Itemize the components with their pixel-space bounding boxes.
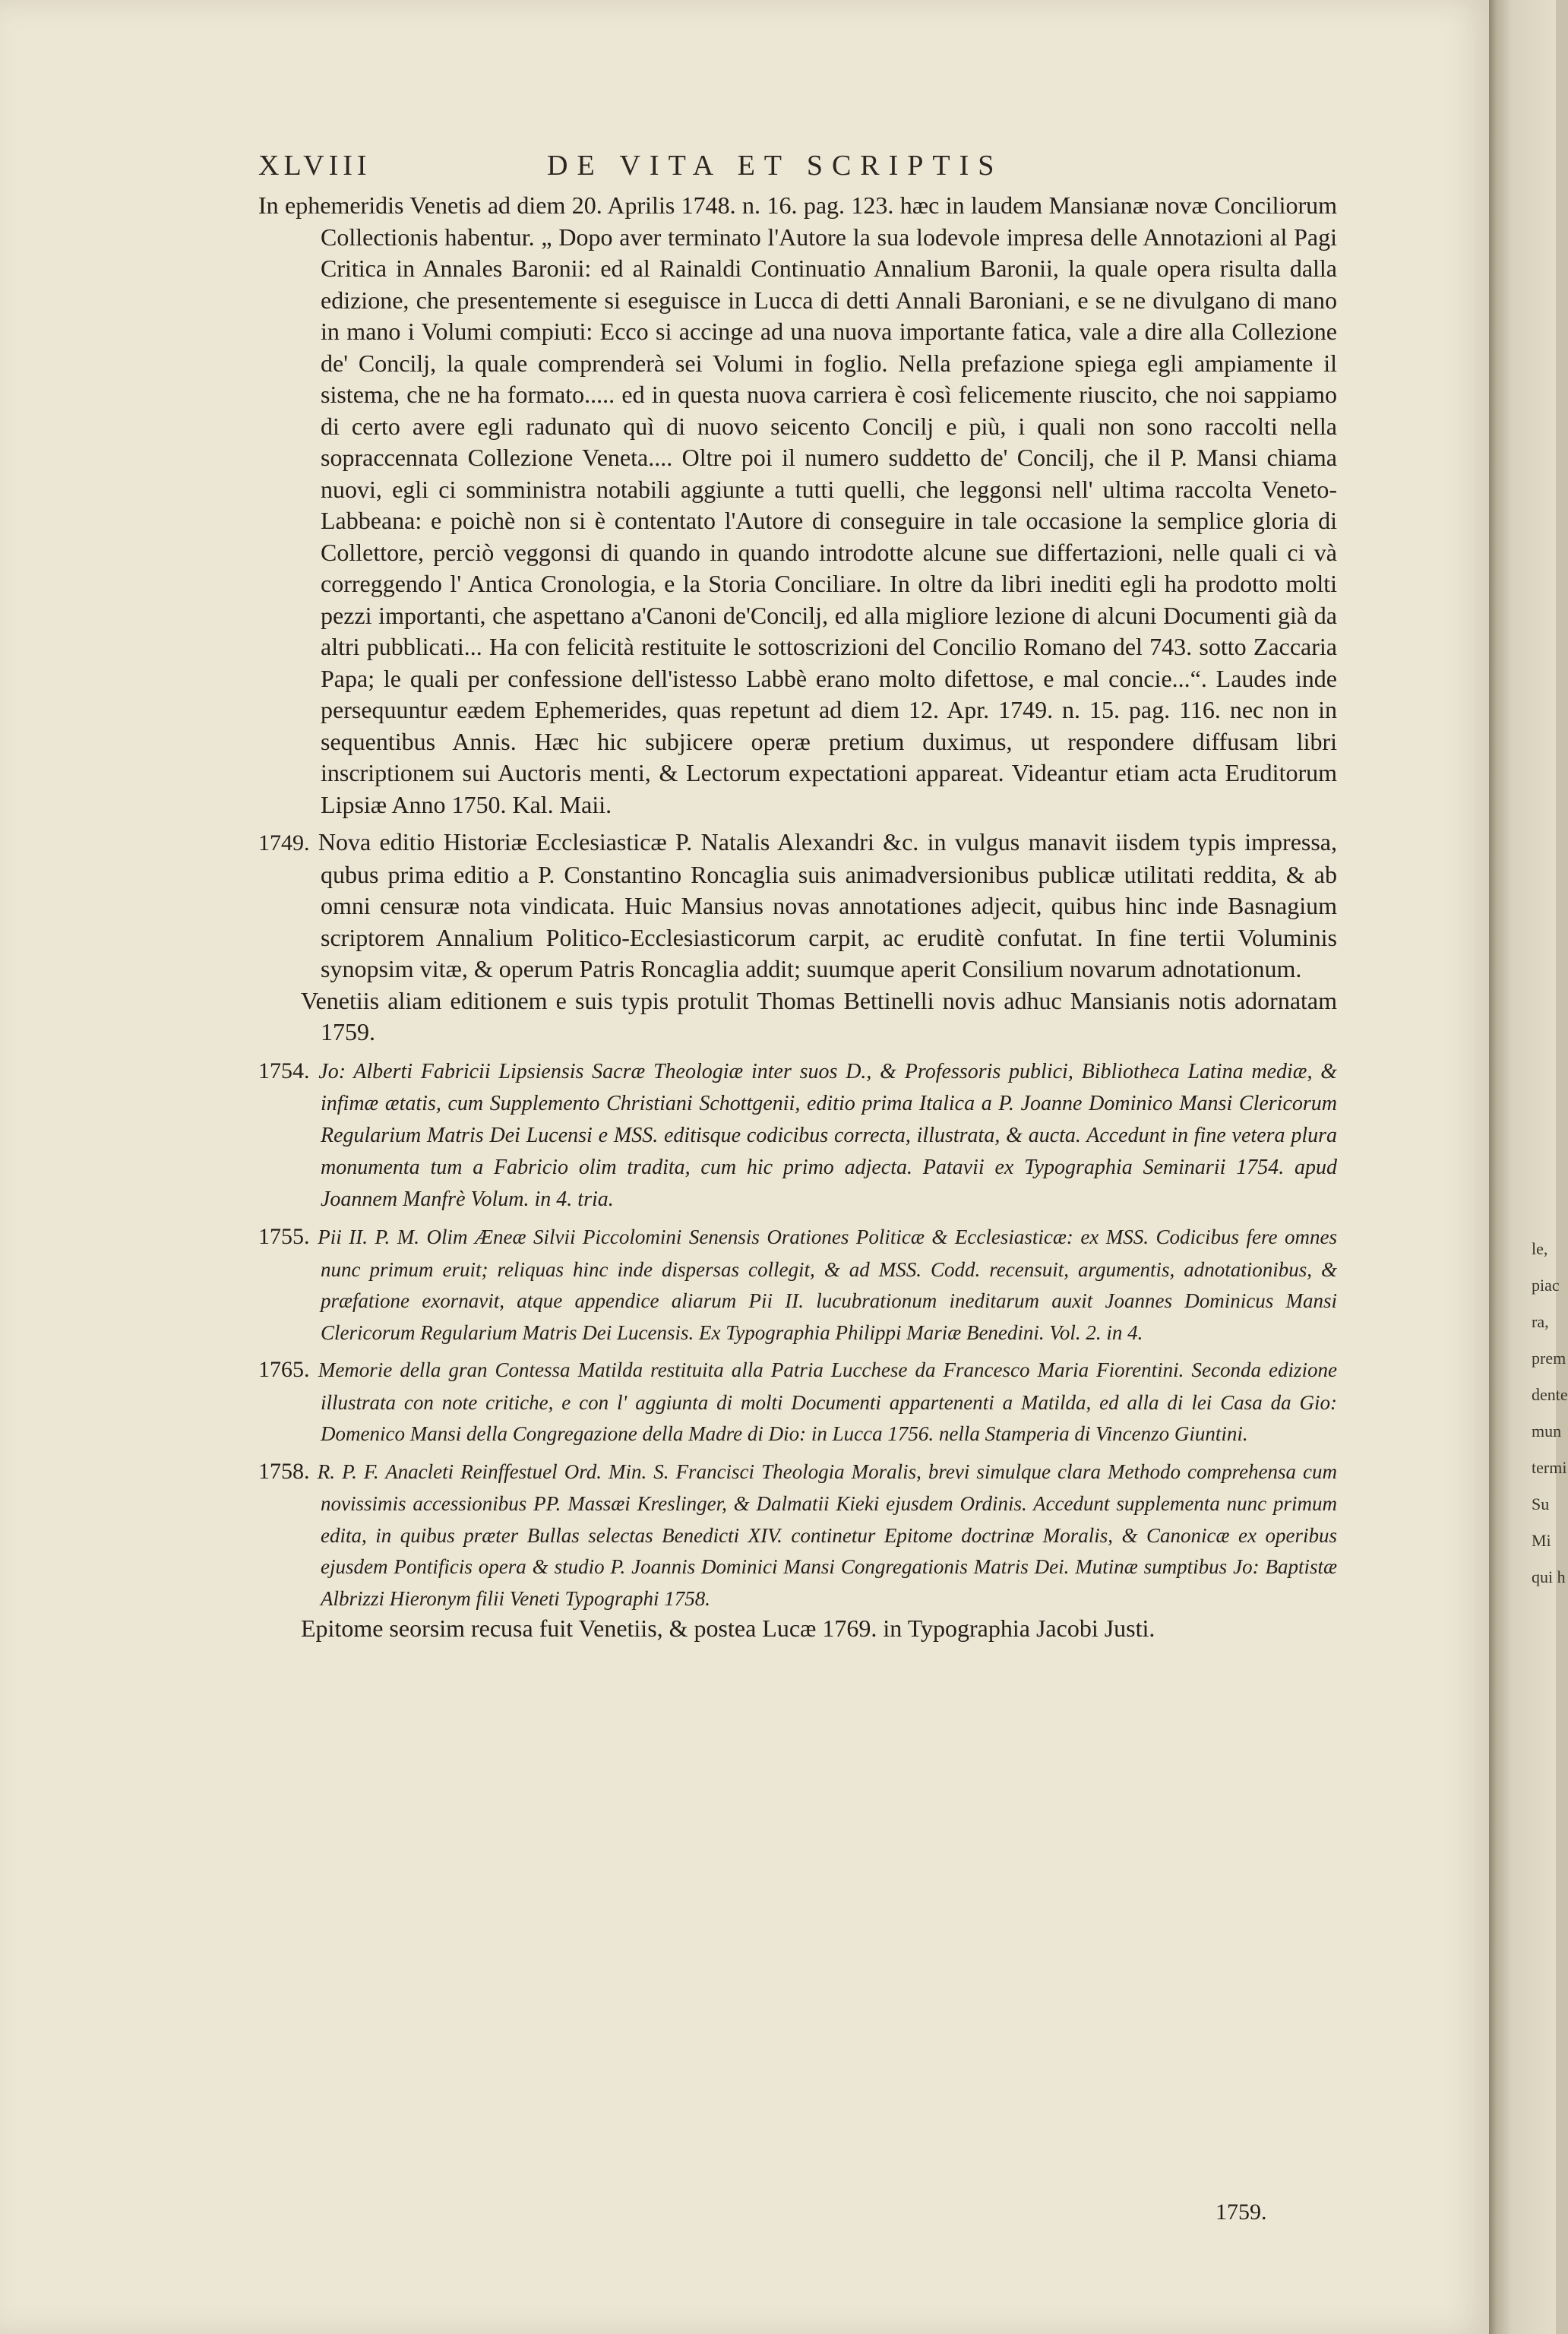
bibliography-entry-1749 bbox=[258, 827, 1337, 1048]
entry-text: Memorie della gran Contessa Matilda restituita alla Patria Lucchese da Francesco Maria Fiorentini. Seconda edizione illustrata con note critiche, e con l' aggiunta di molti Documenti appartenenti a Matilda, ed alla di lei Casa da Gio: Domenico Mansi della Congregazione della Madre di Dio: in Lucca 1756. nella Stamperia di Vincenzo Giuntini. bbox=[318, 1358, 1337, 1445]
intro-paragraph: In ephemeridis Venetis ad diem 20. Aprilis 1748. n. 16. pag. 123. hæc in laudem Mansianæ novæ Conciliorum Collectionis habentur. „ Dopo aver terminato l'Autore la sua lodevole impresa delle Annotazioni al Pagi Critica in Annales Baronii: ed al Rainaldi Continuatio Annalium Baronii, la quale opera risulta dalla edizione, che presentemente si eseguisce in Lucca di detti Annali Baroniani, e se ne divulgano di mano in mano i Volumi compiuti: Ecco si accinge ad una nuova importante fatica, vale a dire alla Collezione de' Concilj, la quale comprenderà sei Volumi in foglio. Nella prefazione spiega egli ampiamente il sistema, che ne ha formato..... ed in questa nuova carriera è così felicemente riuscito, che noi sappiamo di certo avere egli radunato quì di nuovo seicento Concilj e più, i quali non sono raccolti nella sopraccennata Collezione Veneta.... Oltre poi il numero suddetto de' Concilj, che il P. Mansi chiama nuovi, egli ci somministra notabili aggiunte a tutti quelli, che leggonsi nell' ultima raccolta Veneto-Labbeana: e poichè non si è contentato l'Autore di conseguire in tale occasione la semplice gloria di Collettore, perciò veggonsi di quando in quando introdotte alcune sue differtazioni, nelle quali ci và correggendo l' Antica Cronologia, e la Storia Conciliare. In oltre da libri inediti egli ha prodotto molti pezzi importanti, che aspettano a'Canoni de'Concilj, ed alla migliore lezione di alcuni Documenti già da altri pubblicati... Ha con felicità restituite le sottoscrizioni del Concilio Romano del 743. sotto Zaccaria Papa; le quali per confessione dell'istesso Labbè erano molto difettose, e mal concie...“. Laudes inde persequuntur eædem Ephemerides, quas repetunt ad diem 12. Apr. 1749. n. 15. pag. 116. nec non in sequentibus Annis. Hæc hic subjicere operæ pretium duximus, ut respondere diffusam libri inscriptionem sui Auctoris menti, & Lectorum expectationi appareat. Videantur etiam acta Eruditorum Lipsiæ Anno 1750. Kal. Maii. bbox=[258, 191, 1337, 818]
entry-note: Epitome seorsim recusa fuit Venetiis, & postea Lucæ 1769. in Typographia Jacobi Justi. bbox=[301, 1615, 1155, 1642]
book-gutter bbox=[1489, 0, 1568, 2334]
entry-year: 1755. bbox=[258, 1224, 310, 1249]
entry-text: R. P. F. Anacleti Reinffestuel Ord. Min. S. Francisci Theologia Moralis, brevi simulque clara Methodo comprehensa cum novissimis accessionibus PP. Massæi Kreslinger, & Dalmatii Kieki ejusdem Ordinis. Accedunt supplementa nunc primum edita, in quibus præter Bullas selectas Benedicti XIV. continetur Epitome doctrinæ Moralis, & Canonicæ ex operibus ejusdem Pontificis opera & studio P. Joannis Dominici Mansi Congregationis Matris Dei. Mutinæ sumptibus Jo: Baptistæ Albrizzi Hieronym filii Veneti Typographi 1758. bbox=[317, 1460, 1338, 1610]
entry-text: Nova editio Historiæ Ecclesiasticæ P. Natalis Alexandri &c. in vulgus manavit iisdem typis impressa, qubus prima editio a P. Constantino Roncaglia suis animadversionibus publicæ utilitati reddita, & ab omni censuræ nota vindicata. Huic Mansius novas annotationes adjecit, quibus hinc inde Basnagium scriptorem Annalium Politico-Ecclesiasticorum carpit, ac eruditè confutat. In fine tertii Voluminis synopsim vitæ, & operum Patris Roncaglia addit; suumque aperit Consilium novarum adnotationum. bbox=[318, 828, 1338, 982]
running-title: DE VITA ET SCRIPTIS bbox=[547, 150, 1004, 182]
entry-year: 1758. bbox=[258, 1458, 310, 1484]
bibliography-entry-1765 bbox=[258, 1353, 1337, 1449]
entry-year: 1749. bbox=[258, 830, 310, 855]
bibliography-entry-1755 bbox=[258, 1220, 1337, 1347]
catchword: 1759. bbox=[1216, 2200, 1267, 2225]
entry-year: 1754. bbox=[258, 1058, 310, 1083]
bibliography-entry-1758 bbox=[258, 1455, 1337, 1645]
page-number: XLVIII bbox=[258, 150, 371, 182]
bibliography-entry-1754 bbox=[258, 1055, 1337, 1215]
entry-text: Pii II. P. M. Olim Æneæ Silvii Piccolomini Senensis Orationes Politicæ & Ecclesiasticæ: ex MSS. Codicibus fere omnes nunc primum eruit; reliquas hinc inde dispersas collegit, & ad MSS. Codd. recensuit, argumentis, adnotationibus, & præfatione exornavit, atque appendice aliarum Pii II. lucubrationum ineditarum auxit Joannes Dominicus Mansi Clericorum Regularium Matris Dei Lucensis. Ex Typographia Philippi Mariæ Benedini. Vol. 2. in 4. bbox=[318, 1226, 1337, 1344]
entry-note: Venetiis aliam editionem e suis typis protulit Thomas Bettinelli novis adhuc Mansianis notis adornatam 1759. bbox=[301, 986, 1337, 1045]
page-body bbox=[258, 190, 1337, 1645]
entry-year: 1765. bbox=[258, 1357, 310, 1382]
entry-text: Jo: Alberti Fabricii Lipsiensis Sacræ Theologiæ inter suos D., & Professoris publici, Bibliotheca Latina mediæ, & infimæ ætatis, cum Supplemento Christiani Schottgenii, editio prima Italica a P. Joanne Dominico Mansi Clericorum Regularium Matris Dei Lucensi e MSS. editisque codicibus correcta, illustrata, & aucta. Accedunt in fine vetera plura monumenta tum a Fabricio olim tradita, cum hic primo adjecta. Patavii ex Typographia Seminarii 1754. apud Joannem Manfrè Volum. in 4. tria. bbox=[318, 1059, 1338, 1211]
adjacent-page-fragments: le, piac ra, prem dente mun termi Su Mi qui h bbox=[1532, 1239, 1568, 1586]
